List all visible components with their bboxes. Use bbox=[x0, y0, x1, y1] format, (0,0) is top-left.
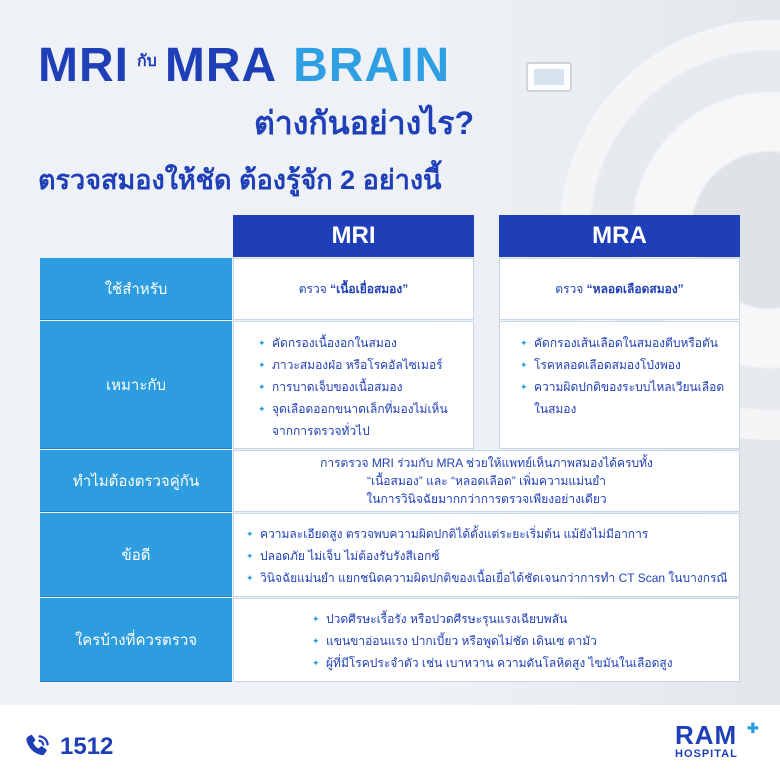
why-line-3: ในการวินิจฉัยมากกว่าการตรวจเพียงอย่างเดียว bbox=[366, 492, 607, 506]
cell-mra-use-for bbox=[499, 258, 740, 320]
headline-line2: ต่างกันอย่างไร? bbox=[254, 105, 475, 141]
plus-icon: ✚ bbox=[747, 720, 759, 736]
mri-suitable-list bbox=[258, 332, 473, 420]
headline bbox=[38, 39, 451, 92]
cell-who bbox=[233, 598, 740, 682]
title-connector: กับ bbox=[136, 53, 157, 70]
hotline[interactable] bbox=[22, 732, 113, 762]
mri-control-panel-image bbox=[526, 62, 572, 92]
logo-text-ram: RAM bbox=[675, 720, 738, 750]
cell-mra-use-for-prefix: ตรวจ bbox=[555, 281, 584, 296]
list-item: ✦ โรคหลอดเลือดสมองโป่งพอง bbox=[520, 354, 739, 376]
list-item: ✦ ผู้ที่มีโรคประจำตัว เช่น เบาหวาน ความดันโลหิตสูง ไขมันในเลือดสูง bbox=[312, 652, 739, 674]
list-item: ✦ ภาวะสมองฝ่อ หรือโรคอัลไซเมอร์ bbox=[258, 354, 473, 376]
column-header-mra: MRA bbox=[499, 215, 740, 257]
row-label-who: ใครบ้างที่ควรตรวจ bbox=[40, 598, 232, 682]
logo-text-hospital: HOSPITAL bbox=[675, 748, 738, 760]
list-item: ✦ แขนขาอ่อนแรง ปากเบี้ยว หรือพูดไม่ชัด เดินเซ ตามัว bbox=[312, 630, 739, 652]
title-mra: MRA bbox=[164, 39, 278, 92]
subtitle: ตรวจสมองให้ชัด ต้องรู้จัก 2 อย่างนี้ bbox=[38, 165, 442, 195]
cell-mra-use-for-value: “หลอดเลือดสมอง” bbox=[586, 281, 684, 296]
phone-number: 1512 bbox=[60, 733, 114, 760]
why-line-1: การตรวจ MRI ร่วมกับ MRA ช่วยให้แพทย์เห็นภาพสมองได้ครบทั้ง bbox=[320, 456, 653, 470]
ram-hospital-logo bbox=[675, 720, 759, 760]
row-label-use-for: ใช้สำหรับ bbox=[40, 258, 232, 320]
list-item: ✦ การบาดเจ็บของเนื้อสมอง bbox=[258, 376, 473, 398]
column-header-mri: MRI bbox=[233, 215, 474, 257]
who-list bbox=[312, 608, 739, 674]
cell-advantages bbox=[233, 513, 740, 597]
footer-bar bbox=[0, 705, 780, 780]
phone-icon bbox=[22, 732, 52, 762]
cell-mri-use-for-prefix: ตรวจ bbox=[298, 281, 327, 296]
list-item-continuation: ในสมอง bbox=[534, 402, 577, 416]
cell-mri-suitable bbox=[233, 321, 474, 449]
cell-mra-suitable bbox=[499, 321, 740, 449]
list-item: ✦ ความผิดปกติของระบบไหลเวียนเลือด bbox=[520, 376, 739, 398]
title-brain: BRAIN bbox=[293, 39, 451, 92]
why-line-2: “เนื้อสมอง” และ “หลอดเลือด” เพิ่มความแม่นยำ bbox=[366, 474, 606, 488]
row-label-suitable: เหมาะกับ bbox=[40, 321, 232, 449]
row-label-advantages: ข้อดี bbox=[40, 513, 232, 597]
list-item: ✦ คัดกรองเส้นเลือดในสมองตีบหรือตัน bbox=[520, 332, 739, 354]
cell-mri-use-for bbox=[233, 258, 474, 320]
mra-suitable-list bbox=[520, 332, 739, 398]
cell-why-together bbox=[233, 450, 740, 512]
title-mri: MRI bbox=[38, 39, 129, 92]
list-item: ✦ จุดเลือดออกขนาดเล็กที่มองไม่เห็น bbox=[258, 398, 473, 420]
row-label-why-together: ทำไมต้องตรวจคู่กัน bbox=[40, 450, 232, 512]
list-item: ✦ ปวดศีรษะเรื้อรัง หรือปวดศีรษะรุนแรงเฉียบพลัน bbox=[312, 608, 739, 630]
cell-mri-use-for-value: “เนื้อเยื่อสมอง” bbox=[330, 281, 409, 296]
list-item: ✦ วินิจฉัยแม่นยำ แยกชนิดความผิดปกติของเนื้อเยื่อได้ชัดเจนกว่าการทำ CT Scan ในบางกรณี bbox=[246, 567, 739, 589]
list-item: ✦ คัดกรองเนื้องอกในสมอง bbox=[258, 332, 473, 354]
list-item-continuation: จากการตรวจทั่วไป bbox=[272, 424, 370, 438]
list-item: ✦ ปลอดภัย ไม่เจ็บ ไม่ต้องรับรังสีเอกซ์ bbox=[246, 545, 739, 567]
advantages-list bbox=[246, 523, 739, 589]
list-item: ✦ ความละเอียดสูง ตรวจพบความผิดปกติได้ตั้งแต่ระยะเริ่มต้น แม้ยังไม่มีอาการ bbox=[246, 523, 739, 545]
